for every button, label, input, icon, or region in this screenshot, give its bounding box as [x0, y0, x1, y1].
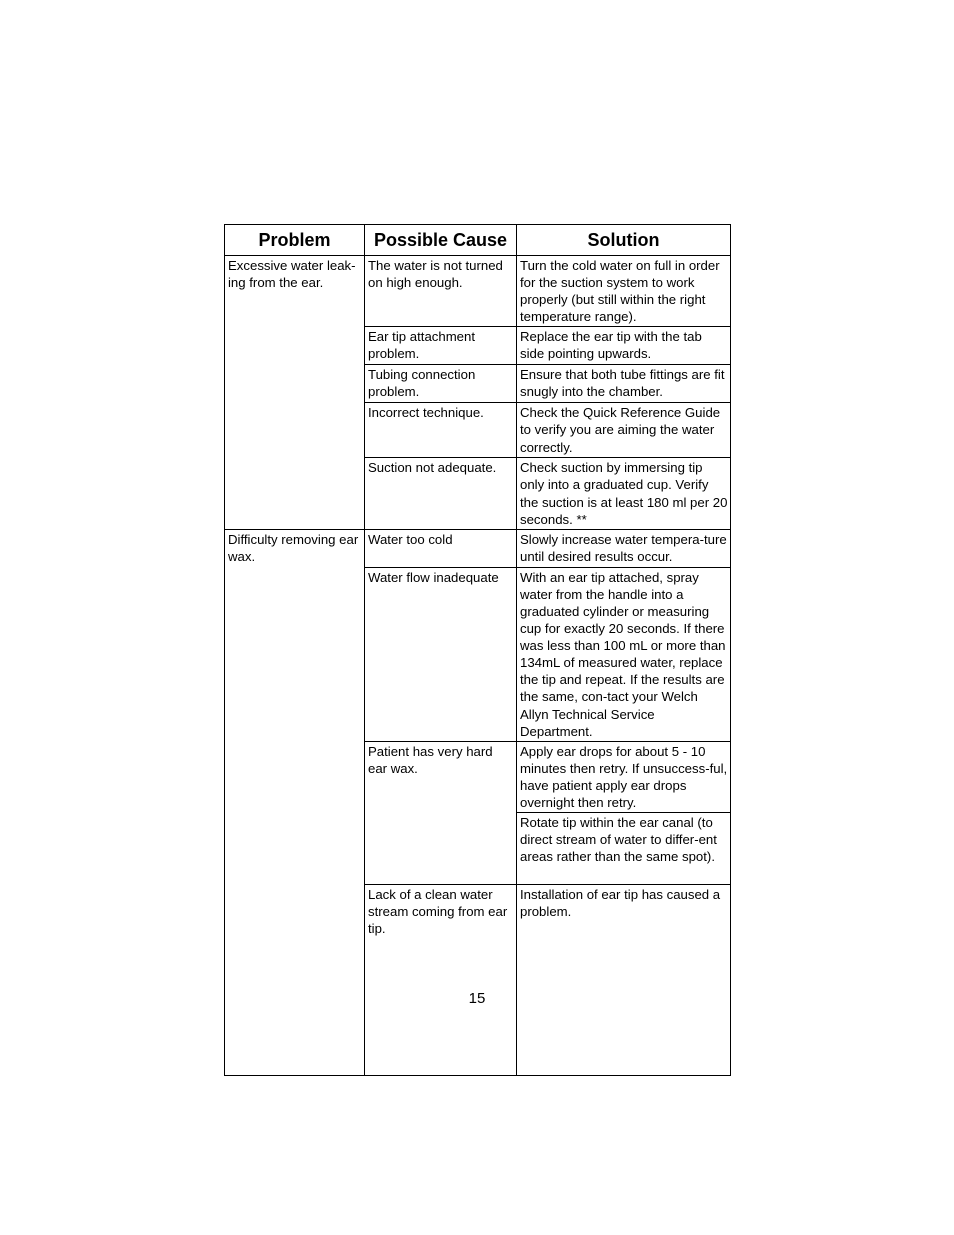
cause-cell: Suction not adequate. [365, 458, 517, 529]
table-row [225, 256, 731, 327]
problem-cell: Lack of a clean water stream coming from ear tip. [365, 885, 517, 1076]
cause-cell: Ear tip attachment problem. [365, 327, 517, 365]
problem-cell: Difficulty removing ear wax. [225, 529, 365, 1075]
solution-cell: Apply ear drops for about 5 - 10 minutes then retry. If unsuccess-ful, have patient apply ear drops overnight then retry. [517, 741, 731, 812]
page-number: 15 [468, 990, 486, 1007]
cause-cell: Water too cold [365, 529, 517, 567]
cause-cell: Water flow inadequate [365, 567, 517, 741]
header-possible-cause: Possible Cause [365, 225, 517, 256]
header-solution: Solution [517, 225, 731, 256]
cause-cell: Patient has very hard ear wax. [365, 741, 517, 884]
troubleshooting-table [224, 224, 731, 1076]
solution-cell: Check the Quick Reference Guide to verify you are aiming the water correctly. [517, 403, 731, 458]
table-row [225, 529, 731, 567]
solution-cell: Slowly increase water tempera-ture until desired results occur. [517, 529, 731, 567]
table-header-row [225, 225, 731, 256]
header-problem: Problem [225, 225, 365, 256]
solution-cell: Turn the cold water on full in order for the suction system to work properly (but still within the right temperature range). [517, 256, 731, 327]
cause-cell: Installation of ear tip has caused a problem. [517, 885, 731, 1076]
cause-cell: Incorrect technique. [365, 403, 517, 458]
solution-cell: Rotate tip within the ear canal (to direct stream of water to differ-ent areas rather than the same spot). [517, 813, 731, 885]
cause-cell: The water is not turned on high enough. [365, 256, 517, 327]
solution-cell: Replace the ear tip with the tab side pointing upwards. [517, 327, 731, 365]
cause-cell: Tubing connection problem. [365, 365, 517, 403]
solution-cell: Ensure that both tube fittings are fit snugly into the chamber. [517, 365, 731, 403]
problem-cell: Excessive water leak-ing from the ear. [225, 256, 365, 530]
solution-cell: Check suction by immersing tip only into a graduated cup. Verify the suction is at least 180 ml per 20 seconds. ** [517, 458, 731, 529]
solution-cell: With an ear tip attached, spray water from the handle into a graduated cylinder or measuring cup for exactly 20 seconds. If there was less than 100 mL or more than 134mL of measured water, replace the tip and repeat. If the results are the same, con-tact your Welch Allyn Technical Service Department. [517, 567, 731, 741]
